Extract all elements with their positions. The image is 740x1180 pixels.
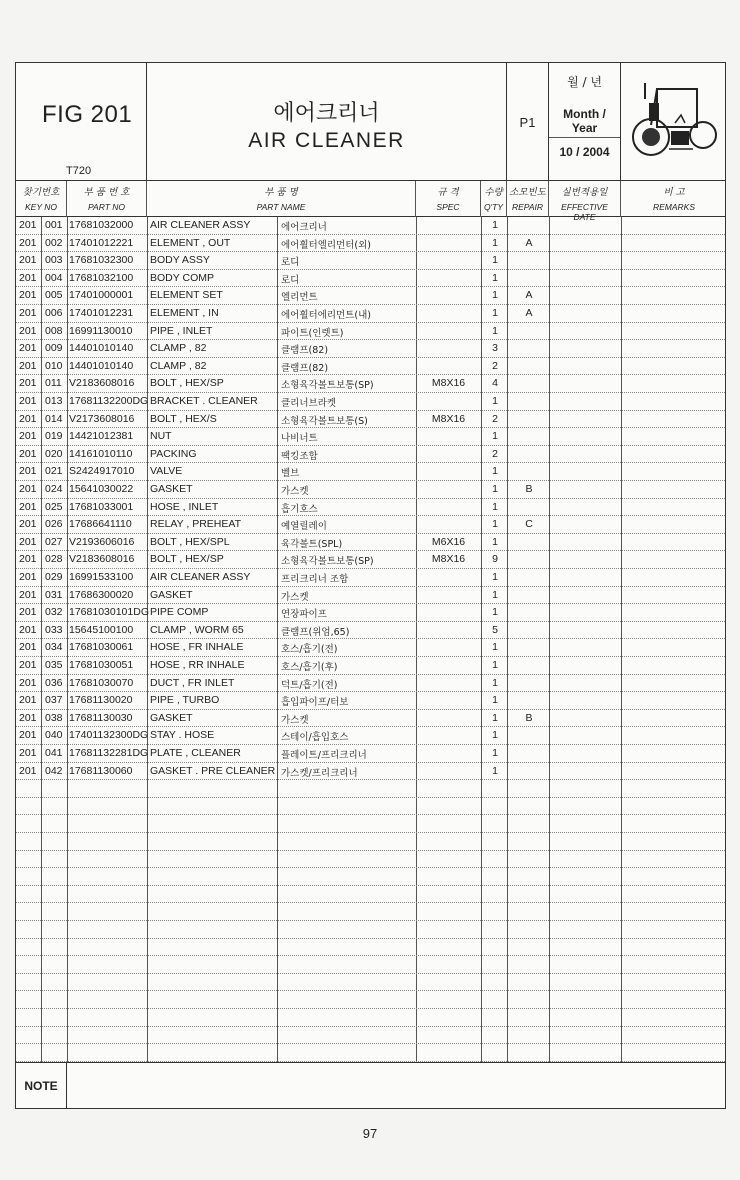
cell-part-no: 17401012221 [69, 236, 134, 249]
col-part-name-ko: 부 품 명 [264, 187, 298, 198]
cell-fig: 201 [19, 483, 37, 495]
cell-part-no: 17681030070 [69, 676, 134, 689]
cell-name-en: BOLT , HEX/S [150, 412, 217, 425]
cell-name-ko: 에어휠터엘리먼터(외) [281, 239, 372, 251]
cell-fig: 201 [19, 342, 37, 355]
cell-name-ko: 클램프(82) [281, 345, 329, 357]
cell-name-ko: 호스/흡기(후) [281, 662, 338, 673]
cell-name-ko: 에어휠터에리먼트(내) [281, 310, 372, 321]
cell-name-en: HOSE , INLET [150, 500, 219, 513]
cell-name-en: AIR CLEANER ASSY [150, 571, 251, 583]
cell-fig: 201 [19, 465, 37, 478]
cell-qty: 1 [492, 694, 498, 707]
cell-qty: 1 [492, 659, 498, 671]
note-label: NOTE [16, 1063, 67, 1109]
cell-name-en: RELAY , PREHEAT [150, 518, 242, 531]
cell-name-ko: 클램프(위엄,65) [281, 626, 350, 638]
table-row [16, 393, 725, 411]
cell-repair: C [525, 518, 533, 531]
cell-key: 028 [45, 553, 63, 566]
page-code: P1 [519, 115, 536, 130]
table-row [16, 534, 725, 552]
cell-name-en: ELEMENT , IN [150, 307, 219, 319]
cell-qty: 1 [492, 676, 498, 689]
cell-part-no: 14401010140 [69, 342, 134, 355]
sheet-header [16, 63, 725, 181]
cell-key: 002 [45, 236, 63, 249]
cell-repair: A [525, 236, 533, 249]
title-cell [147, 63, 507, 181]
cell-name-ko: 흡기호스 [281, 503, 318, 515]
cell-name-ko: 로디 [281, 257, 300, 269]
cell-key: 009 [45, 342, 63, 355]
cell-spec: M8X16 [431, 377, 466, 390]
table-row [16, 780, 725, 798]
table-row [16, 833, 725, 851]
table-row [16, 657, 725, 675]
cell-name-ko: 육각볼트(SPL) [281, 538, 343, 550]
title-korean: 에어크리너 [273, 101, 380, 126]
cell-fig: 201 [19, 412, 37, 425]
col-part-name-en: PART NAME [256, 202, 306, 212]
cell-key: 038 [45, 711, 63, 724]
cell-name-ko: 클램프(82) [281, 362, 329, 374]
table-row [16, 499, 725, 517]
table-row [16, 921, 725, 939]
cell-part-no: 17681030051 [69, 659, 134, 671]
cell-key: 013 [45, 395, 63, 407]
cell-key: 036 [45, 676, 63, 689]
cell-name-ko: 나비너트 [281, 433, 318, 445]
col-part-no [67, 181, 147, 217]
cell-name-ko: 가스켓 [281, 591, 309, 603]
cell-repair: B [525, 483, 533, 495]
figure-cell [16, 63, 147, 181]
title-english: AIR CLEANER [248, 129, 405, 152]
cell-name-ko: 소형육각볼트보통(SP) [281, 380, 374, 392]
cell-name-en: PACKING [150, 447, 197, 460]
col-qty-en: Q'TY [483, 202, 504, 212]
table-row [16, 587, 725, 605]
cell-fig: 201 [19, 430, 37, 443]
cell-qty: 1 [492, 711, 498, 724]
cell-qty: 1 [492, 236, 498, 249]
cell-qty: 1 [492, 395, 498, 407]
cell-key: 034 [45, 641, 63, 654]
table-row [16, 287, 725, 305]
cell-fig: 201 [19, 623, 37, 636]
table-row [16, 604, 725, 622]
cell-part-no: 17681130060 [69, 764, 133, 777]
cell-name-ko: 파이트(인렛트) [281, 327, 344, 339]
cell-name-en: PLATE , CLEANER [150, 747, 241, 759]
cell-fig: 201 [19, 747, 37, 759]
cell-fig: 201 [19, 359, 37, 372]
table-row [16, 551, 725, 569]
table-row [16, 622, 725, 640]
col-key [16, 181, 67, 217]
table-row [16, 323, 725, 341]
cell-fig: 201 [19, 694, 37, 707]
cell-part-no: 17681033001 [69, 500, 134, 513]
cell-key: 033 [45, 623, 63, 636]
cell-qty: 1 [492, 500, 498, 513]
cell-key: 027 [45, 535, 63, 548]
cell-key: 019 [45, 430, 63, 443]
table-row [16, 851, 725, 869]
cell-name-ko: 클리너브라켓 [281, 398, 337, 409]
col-effective-en: EFFECTIVE DATE [561, 202, 608, 222]
table-row [16, 675, 725, 693]
cell-name-en: CLAMP , 82 [150, 342, 207, 355]
table-row [16, 463, 725, 481]
table-row [16, 974, 725, 992]
cell-part-no: V2193606016 [69, 535, 135, 548]
cell-repair: B [525, 711, 533, 724]
parts-table-body [16, 217, 725, 1062]
cell-name-ko: 소형육각볼트보통(SP) [281, 556, 374, 568]
cell-qty: 1 [492, 271, 498, 284]
col-repair-en: REPAIR [511, 202, 544, 212]
cell-name-ko: 덕트/흡기(전) [281, 679, 338, 691]
column-header-row [16, 181, 725, 222]
table-row [16, 1027, 725, 1045]
cell-key: 037 [45, 694, 63, 707]
col-part-no-ko: 부 품 번 호 [83, 187, 130, 198]
cell-fig: 201 [19, 553, 37, 566]
cell-spec: M8X16 [431, 412, 466, 425]
cell-fig: 201 [19, 711, 37, 724]
cell-fig: 201 [19, 535, 37, 548]
cell-qty: 1 [492, 588, 498, 601]
cell-qty: 9 [492, 553, 498, 566]
cell-key: 004 [45, 271, 63, 284]
col-remarks-ko: 비 고 [663, 187, 685, 198]
cell-name-en: ELEMENT SET [150, 289, 223, 302]
cell-fig: 201 [19, 659, 37, 671]
cell-part-no: 17681032000 [69, 219, 134, 231]
cell-fig: 201 [19, 571, 37, 583]
cell-name-ko: 에어크리너 [281, 222, 327, 233]
cell-key: 021 [45, 465, 63, 478]
cell-part-no: 14421012381 [69, 430, 134, 443]
cell-qty: 5 [492, 623, 498, 636]
table-row [16, 516, 725, 534]
cell-qty: 2 [492, 359, 498, 372]
cell-qty: 1 [492, 747, 498, 759]
table-row [16, 375, 725, 393]
cell-qty: 1 [492, 606, 498, 619]
month-year-en: Month / Year [549, 107, 620, 138]
table-row [16, 763, 725, 781]
cell-name-en: DUCT , FR INLET [150, 676, 235, 689]
table-row [16, 798, 725, 816]
cell-fig: 201 [19, 641, 37, 654]
table-row [16, 252, 725, 270]
issue-date: 10 / 2004 [559, 145, 610, 159]
table-row [16, 745, 725, 763]
cell-qty: 1 [492, 729, 498, 742]
cell-fig: 201 [19, 219, 37, 231]
cell-qty: 4 [492, 377, 498, 390]
page-cell [507, 63, 549, 181]
cell-name-ko: 가스켓/프리크리너 [281, 767, 358, 779]
cell-qty: 1 [492, 641, 498, 654]
cell-qty: 1 [492, 764, 498, 777]
cell-key: 010 [45, 359, 63, 372]
figure-number: FIG 201 [42, 101, 133, 128]
cell-qty: 3 [492, 342, 498, 355]
cell-name-ko: 엘리먼트 [281, 292, 318, 304]
cell-key: 024 [45, 483, 63, 495]
cell-name-en: BOLT , HEX/SP [150, 377, 224, 390]
cell-key: 025 [45, 500, 63, 513]
cell-part-no: V2183608016 [69, 553, 135, 566]
cell-name-ko: 호스/흡기(전) [281, 644, 338, 656]
cell-name-en: PIPE , INLET [150, 324, 213, 337]
table-row [16, 446, 725, 464]
cell-fig: 201 [19, 307, 37, 319]
col-part-name [147, 181, 416, 217]
cell-qty: 1 [492, 465, 498, 478]
cell-name-en: GASKET [150, 711, 193, 724]
col-qty [481, 181, 507, 217]
cell-repair: A [525, 307, 533, 319]
cell-spec: M6X16 [431, 535, 466, 548]
model-code: T720 [66, 165, 92, 177]
table-row [16, 358, 725, 376]
cell-name-en: GASKET [150, 483, 193, 495]
col-qty-ko: 수량 [484, 187, 503, 198]
cell-name-ko: 팩킹조합 [281, 450, 318, 462]
cell-fig: 201 [19, 377, 37, 390]
table-row [16, 886, 725, 904]
cell-name-ko: 흡입파이프/터보 [281, 697, 349, 709]
table-row [16, 727, 725, 745]
cell-part-no: S2424917010 [69, 465, 135, 478]
col-repair-ko: 소모빈도 [509, 187, 546, 198]
table-row [16, 217, 725, 235]
cell-part-no: 17686300020 [69, 588, 134, 601]
cell-fig: 201 [19, 254, 37, 267]
cell-fig: 201 [19, 729, 37, 742]
month-year-ko: 월 / 년 [567, 75, 602, 89]
cell-name-en: CLAMP , WORM 65 [150, 623, 244, 636]
cell-key: 035 [45, 659, 63, 671]
cell-fig: 201 [19, 588, 37, 601]
cell-key: 020 [45, 447, 63, 460]
cell-part-no: 15645100100 [69, 623, 134, 636]
cell-key: 042 [45, 764, 63, 777]
cell-name-en: BOLT , HEX/SP [150, 553, 224, 566]
table-row [16, 411, 725, 429]
cell-key: 031 [45, 588, 63, 601]
table-row [16, 956, 725, 974]
cell-key: 014 [45, 412, 63, 425]
table-row [16, 235, 725, 253]
table-row [16, 481, 725, 499]
cell-qty: 1 [492, 535, 498, 548]
table-row [16, 569, 725, 587]
cell-qty: 1 [492, 324, 498, 337]
cell-name-en: GASKET . PRE CLEANER [150, 764, 276, 777]
col-remarks-en: REMARKS [652, 202, 696, 212]
cell-key: 005 [45, 289, 63, 302]
cell-name-en: BRACKET . CLEANER [150, 395, 258, 407]
cell-key: 040 [45, 729, 63, 742]
table-row [16, 305, 725, 323]
cell-part-no: 17681130020 [69, 694, 133, 707]
cell-key: 001 [45, 219, 63, 231]
cell-name-en: ELEMENT , OUT [150, 236, 231, 249]
cell-fig: 201 [19, 518, 37, 531]
cell-fig: 201 [19, 271, 37, 284]
cell-qty: 1 [492, 571, 498, 583]
cell-part-no: 17681130030 [69, 711, 133, 724]
cell-qty: 1 [492, 289, 498, 302]
cell-spec: M8X16 [431, 553, 466, 566]
table-row [16, 1009, 725, 1027]
table-row [16, 903, 725, 921]
cell-part-no: 17681132281DG [69, 747, 149, 759]
cell-qty: 1 [492, 430, 498, 443]
cell-qty: 1 [492, 518, 498, 531]
cell-name-ko: 가스켓 [281, 714, 309, 726]
col-spec-en: SPEC [436, 202, 460, 212]
cell-key: 011 [45, 377, 62, 390]
cell-name-ko: 소형육각볼트보통(S) [281, 415, 368, 427]
cell-fig: 201 [19, 606, 37, 619]
cell-key: 003 [45, 254, 63, 267]
cell-part-no: 17401012231 [69, 307, 134, 319]
cell-part-no: 17681030061 [69, 641, 134, 654]
cell-name-en: PIPE , TURBO [150, 694, 220, 707]
page-number: 97 [362, 1126, 378, 1141]
col-effective-ko: 실번적용일 [561, 187, 608, 198]
table-row [16, 340, 725, 358]
cell-key: 041 [45, 747, 63, 759]
cell-name-ko: 프리크리너 조합 [281, 574, 349, 585]
table-row [16, 710, 725, 728]
cell-fig: 201 [19, 324, 37, 337]
cell-part-no: V2183608016 [69, 377, 135, 390]
cell-qty: 2 [492, 447, 498, 460]
cell-part-no: 17681132200DG [69, 395, 149, 407]
cell-qty: 1 [492, 307, 498, 319]
cell-part-no: 17681030101DG [69, 606, 149, 619]
cell-key: 029 [45, 571, 63, 583]
cell-part-no: 16991130010 [69, 324, 133, 337]
col-key-en: KEY NO [25, 202, 57, 212]
cell-part-no: 14401010140 [69, 359, 134, 372]
cell-key: 006 [45, 307, 63, 319]
cell-name-en: GASKET [150, 588, 193, 601]
col-spec-ko: 규 격 [437, 187, 459, 198]
cell-fig: 201 [19, 764, 37, 777]
cell-qty: 2 [492, 412, 498, 425]
cell-fig: 201 [19, 447, 37, 460]
cell-part-no: V2173608016 [69, 412, 135, 425]
parts-sheet [15, 62, 726, 1109]
table-row [16, 639, 725, 657]
cell-name-ko: 예열릴레이 [281, 521, 327, 533]
cell-name-en: STAY . HOSE [150, 729, 215, 742]
cell-name-en: HOSE , RR INHALE [150, 659, 245, 671]
cell-part-no: 17401000001 [69, 289, 134, 302]
tractor-icon [631, 75, 717, 167]
cell-name-en: HOSE , FR INHALE [150, 641, 244, 654]
cell-repair: A [525, 289, 533, 302]
cell-name-ko: 가스켓 [281, 486, 309, 497]
cell-name-ko: 연장파이프 [281, 609, 327, 621]
cell-key: 008 [45, 324, 63, 337]
cell-fig: 201 [19, 395, 37, 407]
table-row [16, 815, 725, 833]
cell-name-ko: 스테이/흡입호스 [281, 732, 349, 744]
table-row [16, 270, 725, 288]
cell-name-en: PIPE COMP [150, 606, 209, 619]
cell-part-no: 17681032100 [69, 271, 134, 284]
note-row [16, 1062, 725, 1108]
cell-part-no: 17681032300 [69, 254, 134, 267]
cell-qty: 1 [492, 219, 498, 231]
cell-name-en: CLAMP , 82 [150, 359, 207, 372]
cell-fig: 201 [19, 289, 37, 302]
col-remarks [621, 181, 727, 217]
cell-name-ko: 플레이트/프리크리너 [281, 750, 367, 761]
cell-key: 026 [45, 518, 63, 531]
cell-name-en: BODY ASSY [150, 254, 210, 267]
table-row [16, 692, 725, 710]
col-spec [416, 181, 481, 217]
table-row [16, 428, 725, 446]
cell-key: 032 [45, 606, 63, 619]
table-row [16, 939, 725, 957]
table-row [16, 1044, 725, 1062]
col-part-no-en: PART NO [88, 202, 125, 212]
col-key-ko: 찾기번호 [22, 187, 60, 198]
tractor-cell [621, 63, 727, 181]
cell-name-en: AIR CLEANER ASSY [150, 219, 251, 231]
cell-part-no: 15641030022 [69, 483, 134, 495]
cell-name-en: BOLT , HEX/SPL [150, 535, 230, 548]
cell-part-no: 16991533100 [69, 571, 134, 583]
cell-fig: 201 [19, 500, 37, 513]
cell-name-en: BODY COMP [150, 271, 214, 284]
cell-part-no: 14161010110 [69, 447, 133, 460]
cell-name-ko: 로디 [281, 274, 300, 286]
cell-part-no: 17686641110 [69, 518, 132, 531]
cell-qty: 1 [492, 483, 498, 495]
cell-name-ko: 벨브 [281, 468, 300, 480]
date-cell [549, 63, 621, 181]
table-row [16, 868, 725, 886]
cell-name-en: VALVE [150, 465, 183, 478]
cell-fig: 201 [19, 236, 37, 249]
cell-part-no: 17401132300DG [69, 729, 149, 742]
cell-fig: 201 [19, 676, 37, 689]
col-effective [549, 181, 621, 222]
cell-qty: 1 [492, 254, 498, 267]
cell-name-en: NUT [150, 430, 172, 443]
table-row [16, 991, 725, 1009]
col-repair [507, 181, 549, 217]
